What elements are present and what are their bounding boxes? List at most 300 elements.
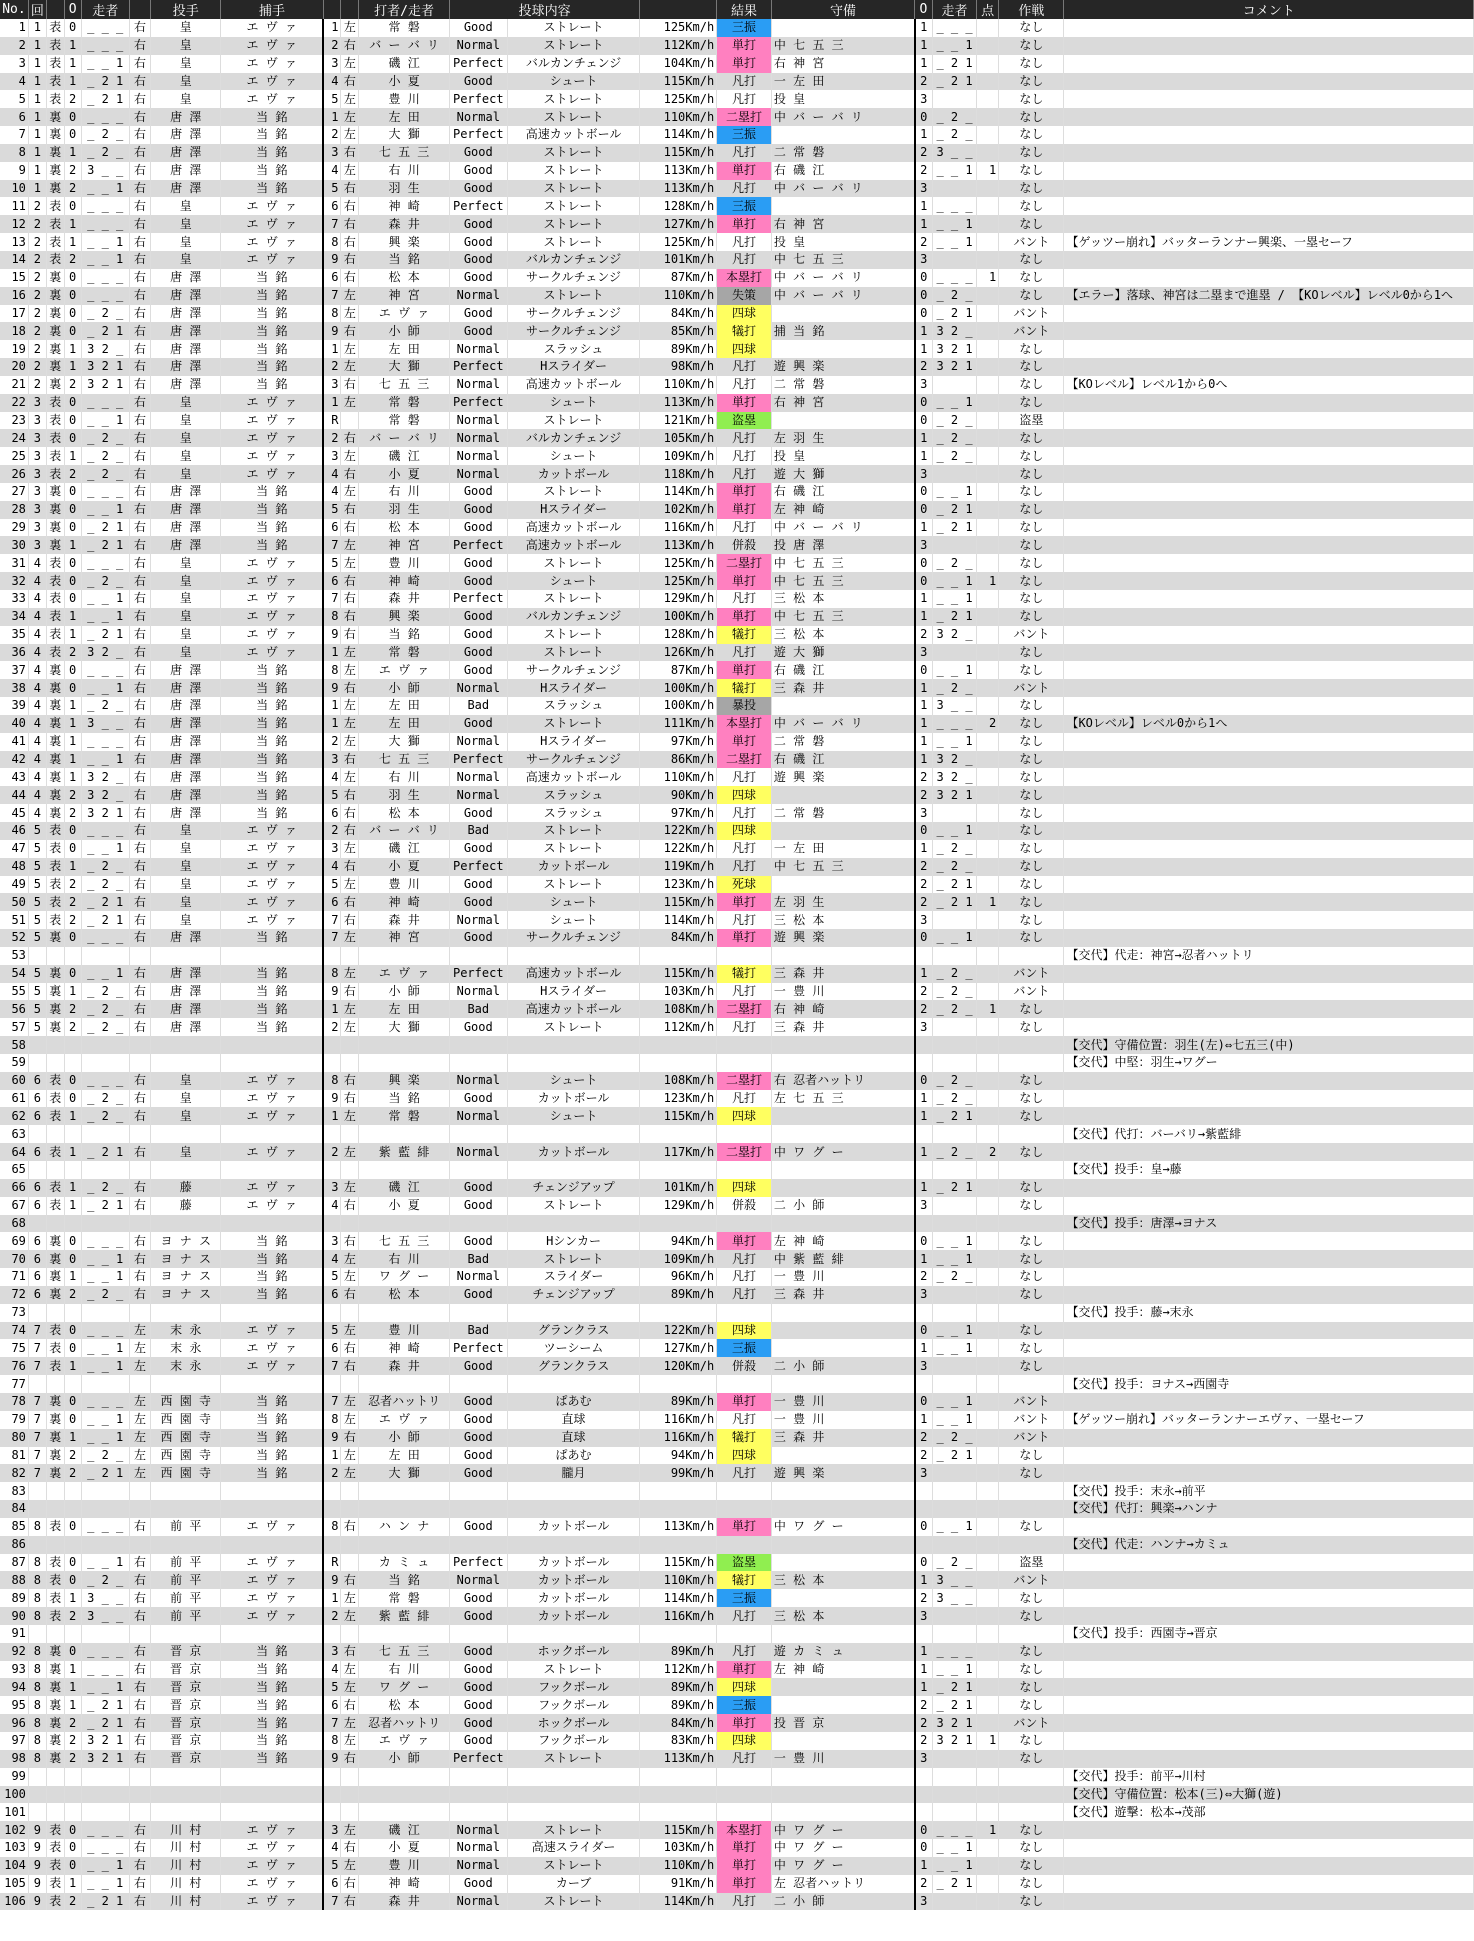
cell-pitcher-hand: 右 [129, 1607, 150, 1625]
cell-catcher-name: 当 銘 [221, 1643, 323, 1661]
cell-pitch-speed: 123Km/h [640, 876, 717, 894]
cell-batting-order: 8 [323, 233, 341, 251]
cell-pitch-speed [640, 1536, 717, 1554]
cell-row-number: 30 [0, 536, 28, 554]
cell-top-bottom [46, 1125, 64, 1143]
cell-comment [1064, 1518, 1474, 1536]
cell-inning: 6 [28, 1107, 46, 1125]
cell-pitch-type: カットボール [507, 465, 640, 483]
cell-pitch-speed: 122Km/h [640, 822, 717, 840]
cell-batter-hand: 右 [341, 1750, 359, 1768]
cell-batting-order: 8 [323, 1518, 341, 1536]
cell-top-bottom [46, 947, 64, 965]
cell-comment [1064, 394, 1474, 412]
cell-runners: _ _ _ [81, 1072, 129, 1090]
cell-outs-after: 1 [915, 1857, 933, 1875]
cell-outs: 0 [64, 572, 81, 590]
cell-batter-name: 小 夏 [359, 858, 450, 876]
cell-row-number: 26 [0, 465, 28, 483]
table-row [0, 1375, 1474, 1393]
cell-pitcher-hand: 右 [129, 501, 150, 519]
cell-batter-hand: 左 [341, 1143, 359, 1161]
cell-batter-hand: 右 [341, 1518, 359, 1536]
cell-runners-after: _ _ 1 [932, 215, 976, 233]
cell-catcher-name: エ ヴ ァ [221, 1072, 323, 1090]
cell-batter-hand: 右 [341, 608, 359, 626]
cell-outs-after: 2 [915, 144, 933, 162]
table-row [0, 1036, 1474, 1054]
cell-runs-scored [977, 858, 999, 876]
cell-runs-scored [977, 215, 999, 233]
cell-batter-name: 紫 藍 緋 [359, 1143, 450, 1161]
cell-batter-name: 森 井 [359, 215, 450, 233]
cell-catcher-name: エ ヴ ァ [221, 893, 323, 911]
cell-pitcher-name: 皇 [150, 447, 221, 465]
cell-catcher-name: エ ヴ ァ [221, 822, 323, 840]
cell-outs: 2 [64, 1732, 81, 1750]
cell-runs-scored [977, 786, 999, 804]
cell-row-number: 32 [0, 572, 28, 590]
cell-pitcher-name: 唐 澤 [150, 358, 221, 376]
cell-strategy: なし [999, 644, 1064, 662]
cell-comment [1064, 269, 1474, 287]
cell-top-bottom: 裏 [46, 340, 64, 358]
cell-outs: 0 [64, 1250, 81, 1268]
cell-pitch-quality: Bad [449, 822, 507, 840]
cell-pitch-speed: 103Km/h [640, 983, 717, 1001]
cell-runs-scored [977, 1429, 999, 1447]
cell-runners [81, 1036, 129, 1054]
cell-catcher-name: エ ヴ ァ [221, 1143, 323, 1161]
cell-batting-order: 8 [323, 965, 341, 983]
cell-result [717, 1482, 772, 1500]
cell-outs-after [915, 1054, 933, 1072]
cell-outs: 1 [64, 1696, 81, 1714]
cell-runners: _ _ _ [81, 287, 129, 305]
cell-fielder: 二 小 師 [771, 1893, 914, 1911]
cell-result: 三振 [717, 197, 772, 215]
cell-batting-order: 1 [323, 644, 341, 662]
cell-pitch-quality: Good [449, 1411, 507, 1429]
table-row [0, 1090, 1474, 1108]
cell-pitcher-name: 皇 [150, 554, 221, 572]
cell-outs: 0 [64, 1554, 81, 1572]
cell-top-bottom: 裏 [46, 1286, 64, 1304]
cell-runners: _ 2 1 [81, 1893, 129, 1911]
cell-result: 四球 [717, 305, 772, 323]
cell-outs: 2 [64, 786, 81, 804]
cell-batting-order: 4 [323, 1197, 341, 1215]
cell-strategy: なし [999, 1107, 1064, 1125]
cell-pitch-type: ストレート [507, 180, 640, 198]
cell-pitcher-hand: 右 [129, 1018, 150, 1036]
cell-top-bottom: 裏 [46, 376, 64, 394]
cell-runs-scored [977, 1054, 999, 1072]
cell-runners-after [932, 1786, 976, 1804]
cell-batting-order [323, 1125, 341, 1143]
cell-strategy: なし [999, 483, 1064, 501]
cell-catcher-name: 当 銘 [221, 965, 323, 983]
cell-runners [81, 947, 129, 965]
cell-batter-hand: 左 [341, 305, 359, 323]
cell-inning: 4 [28, 679, 46, 697]
cell-runners: 3 2 1 [81, 1732, 129, 1750]
cell-runners-after: _ 2 _ [932, 679, 976, 697]
cell-outs: 0 [64, 483, 81, 501]
cell-batter-name: 神 宮 [359, 929, 450, 947]
cell-pitch-quality: Perfect [449, 197, 507, 215]
cell-runners: _ _ _ [81, 215, 129, 233]
cell-result: 凡打 [717, 1893, 772, 1911]
cell-pitcher-name: ヨ ナ ス [150, 1250, 221, 1268]
cell-pitcher-name: 皇 [150, 90, 221, 108]
cell-comment [1064, 215, 1474, 233]
cell-pitcher-name: 唐 澤 [150, 751, 221, 769]
cell-pitcher-name: 唐 澤 [150, 768, 221, 786]
cell-pitcher-hand: 右 [129, 768, 150, 786]
cell-top-bottom [46, 1768, 64, 1786]
cell-batter-hand: 左 [341, 1589, 359, 1607]
cell-catcher-name: エ ヴ ァ [221, 554, 323, 572]
cell-pitch-quality: Good [449, 1607, 507, 1625]
cell-pitch-quality: Normal [449, 1143, 507, 1161]
cell-strategy: なし [999, 376, 1064, 394]
cell-batter-name: 小 師 [359, 1429, 450, 1447]
cell-pitcher-hand [129, 1304, 150, 1322]
cell-outs: 1 [64, 358, 81, 376]
cell-result: 犠打 [717, 965, 772, 983]
cell-row-number: 54 [0, 965, 28, 983]
cell-outs: 1 [64, 215, 81, 233]
cell-runs-scored [977, 1250, 999, 1268]
cell-pitcher-hand: 右 [129, 1857, 150, 1875]
cell-outs-after: 2 [915, 858, 933, 876]
cell-row-number: 47 [0, 840, 28, 858]
cell-pitcher-name: 皇 [150, 19, 221, 37]
cell-pitch-speed [640, 1215, 717, 1233]
table-row [0, 1839, 1474, 1857]
cell-row-number: 55 [0, 983, 28, 1001]
cell-runs-scored [977, 1107, 999, 1125]
cell-pitcher-hand: 右 [129, 233, 150, 251]
cell-runs-scored [977, 911, 999, 929]
table-row [0, 447, 1474, 465]
cell-pitch-speed: 110Km/h [640, 1571, 717, 1589]
cell-runners: _ _ 1 [81, 1678, 129, 1696]
cell-runners-after [932, 1893, 976, 1911]
cell-pitch-type: チェンジアップ [507, 1286, 640, 1304]
table-row [0, 519, 1474, 537]
cell-pitcher-hand: 右 [129, 519, 150, 537]
cell-runners-after: _ _ _ [932, 715, 976, 733]
cell-runners: _ 2 _ [81, 1447, 129, 1465]
cell-batter-name: バ ー バ リ [359, 822, 450, 840]
cell-pitch-quality [449, 1625, 507, 1643]
table-row [0, 197, 1474, 215]
cell-pitcher-hand: 右 [129, 983, 150, 1001]
cell-comment: 【交代】投手：前平→川村 [1064, 1768, 1474, 1786]
cell-pitcher-hand: 右 [129, 608, 150, 626]
cell-pitch-type: Hスライダー [507, 983, 640, 1001]
cell-batter-hand [341, 1482, 359, 1500]
cell-fielder [771, 1304, 914, 1322]
cell-comment [1064, 661, 1474, 679]
cell-inning: 5 [28, 876, 46, 894]
col-header-side [46, 0, 64, 19]
cell-pitch-quality: Good [449, 519, 507, 537]
cell-row-number: 82 [0, 1464, 28, 1482]
cell-pitch-type: バルカンチェンジ [507, 429, 640, 447]
cell-runners: _ 2 1 [81, 1197, 129, 1215]
cell-pitch-type: ストレート [507, 626, 640, 644]
cell-pitch-speed: 94Km/h [640, 1232, 717, 1250]
cell-pitcher-hand: 右 [129, 1143, 150, 1161]
cell-result [717, 1125, 772, 1143]
cell-runners-after [932, 1161, 976, 1179]
cell-strategy: なし [999, 697, 1064, 715]
cell-batter-hand: 左 [341, 1107, 359, 1125]
cell-pitch-type [507, 1786, 640, 1804]
cell-outs-after: 0 [915, 1821, 933, 1839]
cell-pitch-quality [449, 1786, 507, 1804]
cell-pitcher-hand: 右 [129, 590, 150, 608]
cell-pitcher-name: 唐 澤 [150, 287, 221, 305]
cell-batter-hand [341, 1554, 359, 1572]
cell-row-number: 9 [0, 162, 28, 180]
cell-pitcher-name [150, 947, 221, 965]
cell-pitcher-name: 皇 [150, 822, 221, 840]
cell-batter-hand: 右 [341, 465, 359, 483]
cell-pitcher-name: 皇 [150, 626, 221, 644]
cell-row-number: 48 [0, 858, 28, 876]
cell-runs-scored: 1 [977, 893, 999, 911]
cell-fielder: 中 バ ー バ リ [771, 269, 914, 287]
cell-outs-after: 2 [915, 768, 933, 786]
col-header-pitcher-hand [129, 0, 150, 19]
cell-pitch-type: ストレート [507, 215, 640, 233]
cell-batter-hand [341, 1125, 359, 1143]
cell-pitch-type: フックボール [507, 1678, 640, 1696]
cell-pitch-quality: Good [449, 305, 507, 323]
cell-runners: _ _ 1 [81, 679, 129, 697]
cell-fielder: 投 皇 [771, 447, 914, 465]
cell-inning: 7 [28, 1322, 46, 1340]
cell-pitch-speed: 114Km/h [640, 1589, 717, 1607]
cell-pitch-speed [640, 1054, 717, 1072]
cell-strategy: なし [999, 358, 1064, 376]
cell-catcher-name: エ ヴ ァ [221, 55, 323, 73]
cell-pitcher-hand: 右 [129, 679, 150, 697]
cell-outs [64, 1304, 81, 1322]
cell-batter-name [359, 1125, 450, 1143]
cell-pitcher-hand: 右 [129, 1696, 150, 1714]
cell-pitcher-name: 晋 京 [150, 1643, 221, 1661]
cell-runners: _ _ _ [81, 394, 129, 412]
cell-strategy [999, 1786, 1064, 1804]
cell-pitcher-hand: 右 [129, 929, 150, 947]
cell-pitch-type [507, 1500, 640, 1518]
cell-inning: 5 [28, 911, 46, 929]
cell-batting-order: 5 [323, 1857, 341, 1875]
cell-top-bottom: 表 [46, 215, 64, 233]
cell-pitch-speed [640, 1304, 717, 1322]
cell-fielder [771, 1554, 914, 1572]
cell-top-bottom: 裏 [46, 1250, 64, 1268]
cell-runners: _ 2 _ [81, 1090, 129, 1108]
cell-batting-order: 6 [323, 893, 341, 911]
cell-runs-scored [977, 679, 999, 697]
cell-comment [1064, 965, 1474, 983]
cell-pitch-type: カットボール [507, 1518, 640, 1536]
cell-catcher-name [221, 1803, 323, 1821]
cell-pitch-quality: Good [449, 876, 507, 894]
cell-outs-after: 1 [915, 519, 933, 537]
cell-catcher-name: 当 銘 [221, 501, 323, 519]
cell-batter-hand: 右 [341, 1072, 359, 1090]
cell-runners-after: 3 2 1 [932, 786, 976, 804]
cell-comment [1064, 19, 1474, 37]
cell-inning: 4 [28, 661, 46, 679]
cell-runners-after: _ _ 1 [932, 1250, 976, 1268]
cell-outs: 1 [64, 536, 81, 554]
cell-batter-name: バ ー バ リ [359, 37, 450, 55]
cell-pitch-type: サークルチェンジ [507, 305, 640, 323]
cell-pitch-type: 朧月 [507, 1464, 640, 1482]
cell-pitcher-hand: 右 [129, 1232, 150, 1250]
cell-inning: 4 [28, 590, 46, 608]
cell-runs-scored [977, 376, 999, 394]
cell-top-bottom: 表 [46, 1090, 64, 1108]
cell-batter-name: 七 五 三 [359, 1643, 450, 1661]
cell-pitch-speed: 85Km/h [640, 322, 717, 340]
cell-top-bottom: 裏 [46, 715, 64, 733]
cell-strategy: バント [999, 1714, 1064, 1732]
cell-outs-after: 2 [915, 358, 933, 376]
cell-pitcher-hand: 右 [129, 965, 150, 983]
cell-fielder: 三 森 井 [771, 679, 914, 697]
cell-runs-scored [977, 251, 999, 269]
cell-pitcher-hand [129, 1500, 150, 1518]
cell-pitcher-hand [129, 1054, 150, 1072]
cell-inning: 6 [28, 1090, 46, 1108]
cell-result: 単打 [717, 893, 772, 911]
cell-outs-after [915, 1375, 933, 1393]
cell-runs-scored: 1 [977, 1821, 999, 1839]
cell-pitch-quality: Perfect [449, 965, 507, 983]
cell-strategy: なし [999, 1732, 1064, 1750]
cell-outs-after: 1 [915, 679, 933, 697]
cell-pitch-speed: 115Km/h [640, 144, 717, 162]
cell-catcher-name: 当 銘 [221, 1678, 323, 1696]
cell-result: 単打 [717, 1714, 772, 1732]
cell-catcher-name: エ ヴ ァ [221, 1571, 323, 1589]
cell-runners-after: _ _ _ [932, 197, 976, 215]
cell-fielder: 中 ワ グ ー [771, 1839, 914, 1857]
cell-outs: 1 [64, 1678, 81, 1696]
cell-inning: 9 [28, 1893, 46, 1911]
cell-pitch-type: シュート [507, 447, 640, 465]
cell-catcher-name: エ ヴ ァ [221, 840, 323, 858]
cell-inning: 4 [28, 804, 46, 822]
cell-fielder [771, 1696, 914, 1714]
cell-pitcher-hand: 左 [129, 1339, 150, 1357]
cell-inning [28, 1803, 46, 1821]
cell-pitch-type: カットボール [507, 1571, 640, 1589]
cell-inning: 6 [28, 1143, 46, 1161]
table-row [0, 1161, 1474, 1179]
cell-result: 四球 [717, 786, 772, 804]
cell-batter-hand: 左 [341, 644, 359, 662]
cell-result: 単打 [717, 1857, 772, 1875]
cell-runs-scored [977, 661, 999, 679]
cell-runners-after: 3 2 _ [932, 322, 976, 340]
cell-row-number: 87 [0, 1554, 28, 1572]
cell-runners-after: _ 2 _ [932, 412, 976, 430]
cell-inning: 4 [28, 572, 46, 590]
cell-pitch-speed: 87Km/h [640, 661, 717, 679]
cell-pitcher-hand: 右 [129, 715, 150, 733]
cell-pitcher-name: 皇 [150, 1107, 221, 1125]
table-row [0, 1589, 1474, 1607]
cell-runners: _ 2 1 [81, 1464, 129, 1482]
cell-strategy: なし [999, 822, 1064, 840]
cell-outs: 1 [64, 1268, 81, 1286]
cell-comment [1064, 501, 1474, 519]
cell-pitcher-name: 皇 [150, 876, 221, 894]
cell-pitcher-hand: 右 [129, 1179, 150, 1197]
cell-runs-scored: 1 [977, 1732, 999, 1750]
cell-pitch-type: ストレート [507, 715, 640, 733]
cell-catcher-name: エ ヴ ァ [221, 1197, 323, 1215]
cell-batter-hand: 左 [341, 126, 359, 144]
cell-batter-hand: 左 [341, 19, 359, 37]
cell-runs-scored [977, 876, 999, 894]
cell-pitch-speed: 114Km/h [640, 1893, 717, 1911]
cell-pitch-quality: Perfect [449, 126, 507, 144]
cell-runners-after [932, 1304, 976, 1322]
cell-comment [1064, 858, 1474, 876]
cell-strategy: なし [999, 1696, 1064, 1714]
cell-result [717, 947, 772, 965]
cell-inning [28, 1036, 46, 1054]
cell-inning [28, 1500, 46, 1518]
cell-pitch-type: ストレート [507, 19, 640, 37]
cell-batter-hand: 右 [341, 1893, 359, 1911]
cell-runs-scored [977, 429, 999, 447]
cell-result: 二塁打 [717, 1072, 772, 1090]
cell-comment [1064, 412, 1474, 430]
cell-result: 四球 [717, 340, 772, 358]
cell-comment [1064, 358, 1474, 376]
cell-pitch-quality: Normal [449, 1571, 507, 1589]
cell-pitcher-hand: 右 [129, 733, 150, 751]
table-row [0, 1286, 1474, 1304]
cell-top-bottom: 表 [46, 1893, 64, 1911]
cell-catcher-name: エ ヴ ァ [221, 90, 323, 108]
cell-pitch-speed: 87Km/h [640, 269, 717, 287]
cell-batter-hand: 右 [341, 1643, 359, 1661]
cell-outs: 1 [64, 733, 81, 751]
cell-runners-after: _ _ 1 [932, 1411, 976, 1429]
cell-batter-name: 常 磐 [359, 412, 450, 430]
cell-result: 四球 [717, 1678, 772, 1696]
cell-outs-after: 1 [915, 126, 933, 144]
cell-strategy: なし [999, 1143, 1064, 1161]
cell-pitch-speed [640, 1768, 717, 1786]
table-row [0, 251, 1474, 269]
cell-row-number: 78 [0, 1393, 28, 1411]
cell-row-number: 69 [0, 1232, 28, 1250]
